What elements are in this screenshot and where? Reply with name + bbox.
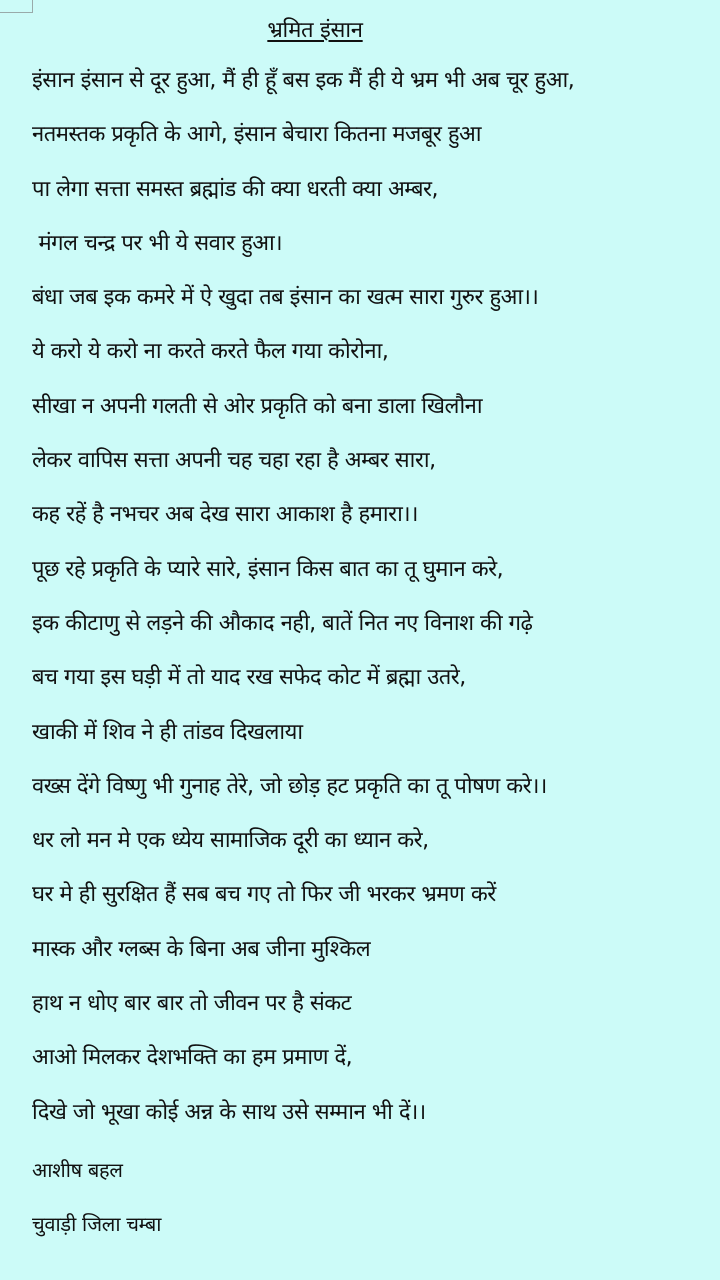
author-signature	[32, 1153, 161, 1261]
poem-line: मंगल चन्द्र पर भी ये सवार हुआ।	[32, 230, 283, 256]
author-name: आशीष बहल	[32, 1158, 123, 1182]
poem-line: कह रहें है नभचर अब देख सारा आकाश है हमारा।।	[32, 502, 418, 528]
poem-line: आओ मिलकर देशभक्ति का हम प्रमाण दें,	[32, 1045, 353, 1071]
poem-line: पा लेगा सत्ता समस्त ब्रह्मांड की क्या धरती क्या अम्बर,	[32, 176, 439, 202]
poem-line: बच गया इस घड़ी में तो याद रख सफेद कोट में ब्रह्मा उतरे,	[32, 665, 466, 691]
poem-line: नतमस्तक प्रकृति के आगे, इंसान बेचारा कितना मजबूर हुआ	[32, 122, 482, 148]
author-location: चुवाड़ी जिला चम्बा	[32, 1212, 162, 1236]
poem-line: खाकी में शिव ने ही तांडव दिखलाया	[32, 719, 303, 745]
poem-line: ये करो ये करो ना करते करते फैल गया कोरोना,	[32, 339, 389, 365]
poem-title: भ्रमित इंसान	[267, 18, 363, 43]
poem-line: इंसान इंसान से दूर हुआ, मैं ही हूँ बस इक मैं ही ये भ्रम भी अब चूर हुआ,	[32, 68, 575, 93]
poem-line: वख्स देंगे विष्णु भी गुनाह तेरे, जो छोड़ हट प्रकृति का तू पोषण करे।।	[32, 773, 547, 799]
poem-line: मास्क और ग्लब्स के बिना अब जीना मुश्किल	[32, 936, 371, 962]
poem-line: घर मे ही सुरक्षित हैं सब बच गए तो फिर जी भरकर भ्रमण करें	[32, 882, 496, 908]
page-corner-marker	[0, 0, 33, 13]
poem-body	[32, 64, 712, 1150]
poem-line: इक कीटाणु से लड़ने की औकाद नही, बातें नित नए विनाश की गढ़े	[32, 610, 533, 636]
poem-line: दिखे जो भूखा कोई अन्न के साथ उसे सम्मान भी दें।।	[32, 1099, 426, 1125]
poem-line: बंधा जब इक कमरे में ऐ खुदा तब इंसान का खत्म सारा गुरुर हुआ।।	[32, 285, 539, 311]
poem-line: लेकर वापिस सत्ता अपनी चह चहा रहा है अम्बर सारा,	[32, 448, 436, 474]
poem-line: धर लो मन मे एक ध्येय सामाजिक दूरी का ध्यान करे,	[32, 828, 429, 854]
poem-line: पूछ रहे प्रकृति के प्यारे सारे, इंसान किस बात का तू घुमान करे,	[32, 556, 504, 582]
poem-line: हाथ न धोए बार बार तो जीवन पर है संकट	[32, 991, 352, 1017]
poem-line: सीखा न अपनी गलती से ओर प्रकृति को बना डाला खिलौना	[32, 393, 483, 419]
